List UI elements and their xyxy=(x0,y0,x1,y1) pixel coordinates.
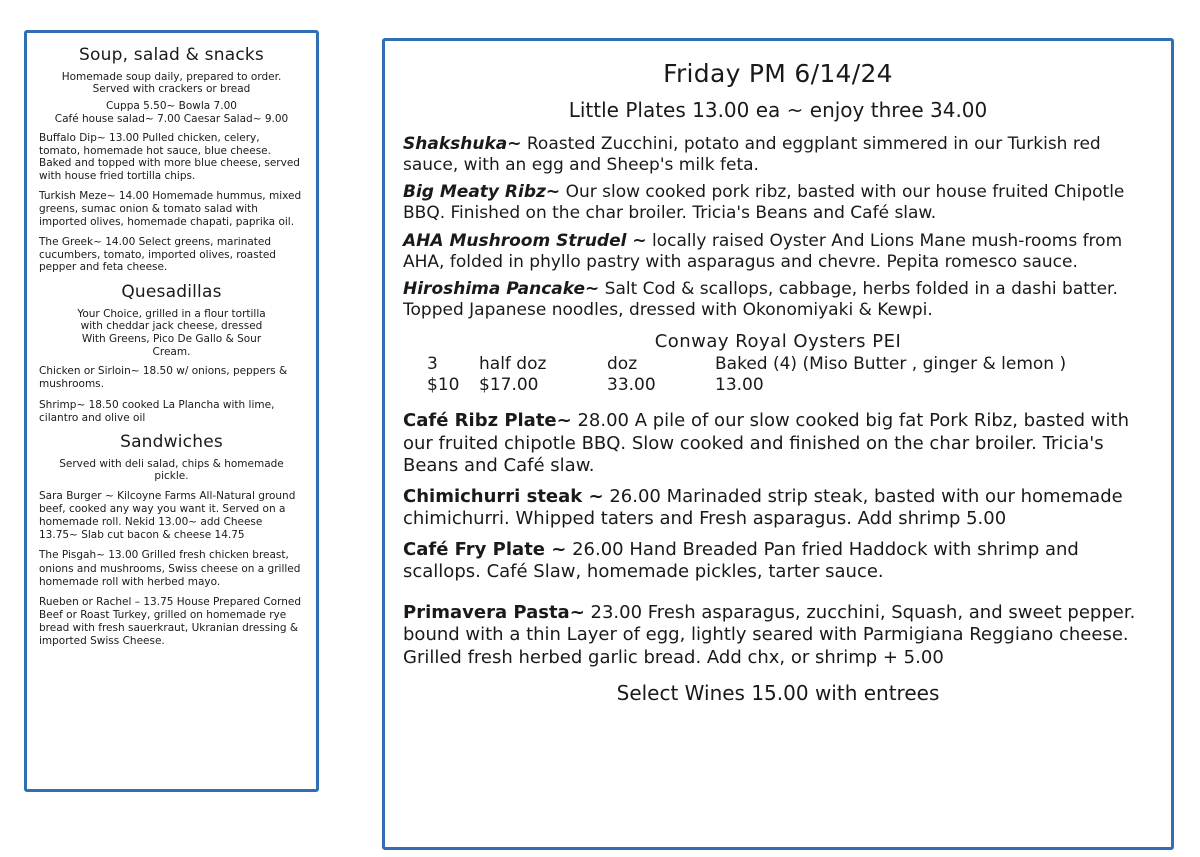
little-plates-heading: Little Plates 13.00 ea ~ enjoy three 34.00 xyxy=(568,98,988,122)
menu-item: Buffalo Dip~ 13.00 Pulled chicken, celery, tomato, homemade hot sauce, blue cheese. Baked and topped with more blue cheese, served with house fried tortilla chips. xyxy=(39,131,300,182)
menu-item: Chicken or Sirloin~ 18.50 w/ onions, peppers & mushrooms. xyxy=(39,365,288,391)
dish-description: Roasted Zucchini, potato and eggplant simmered in our Turkish red sauce, with an egg and Sheep's milk feta. xyxy=(403,134,1101,175)
dish-name: Hiroshima Pancake~ xyxy=(403,279,600,300)
section-quesadillas xyxy=(39,282,304,425)
entree-description: 28.00 A pile of our slow cooked big fat Pork Ribz, basted with our fruited chipotle BBQ. Slow cooked and finished on the char broiler. Tricia's Beans and Café slaw. xyxy=(403,410,1129,477)
dish-name: AHA Mushroom Strudel ~ xyxy=(403,230,647,251)
price-line: Café house salad~ 7.00 Caesar Salad~ 9.00 xyxy=(54,113,289,126)
menu-item: The Pisgah~ 13.00 Grilled fresh chicken breast, onions and mushrooms, Swiss cheese on a grilled homemade roll with herbed mayo. xyxy=(39,549,301,588)
oyster-header-cell: Baked (4) (Miso Butter , ginger & lemon ) xyxy=(715,353,1067,374)
oyster-header-cell: doz xyxy=(607,353,638,374)
dish-description: Salt Cod & scallops, cabbage, herbs folded in a dashi batter. Topped Japanese noodles, dressed with Okonomiyaki & Kewpi. xyxy=(403,279,1118,321)
right-menu-panel xyxy=(382,38,1174,850)
little-plate-item xyxy=(403,182,1153,223)
section-intro-line: Served with crackers or bread xyxy=(92,83,251,96)
section-intro-line: with cheddar jack cheese, dressed xyxy=(80,320,263,333)
entree-item xyxy=(403,539,1153,584)
entree-description: 26.00 Hand Breaded Pan fried Haddock with shrimp and scallops. Café Slaw, homemade pickles, tarter sauce. xyxy=(403,538,1079,583)
price-line: Cuppa 5.50~ Bowla 7.00 xyxy=(106,99,237,112)
entrees-list xyxy=(403,410,1153,669)
section-intro-line: pickle. xyxy=(154,470,189,483)
section-intro xyxy=(39,71,304,96)
dish-name: Shakshuka~ xyxy=(403,134,522,154)
oyster-price-cell: 33.00 xyxy=(607,375,656,396)
entree-name: Café Fry Plate ~ xyxy=(403,538,567,560)
section-intro-line: With Greens, Pico De Gallo & Sour xyxy=(81,333,262,346)
little-plate-item xyxy=(403,279,1153,320)
wines-footer: Select Wines 15.00 with entrees xyxy=(616,681,940,706)
oyster-header-cell: half doz xyxy=(479,353,547,374)
section-intro-line: Served with deli salad, chips & homemade xyxy=(59,457,284,470)
entree-item xyxy=(403,602,1153,670)
entree-description: 23.00 Fresh asparagus, zucchini, Squash, and sweet pepper. bound with a thin Layer of egg, lightly seared with Parmigiana Reggiano cheese. Grilled fresh herbed garlic bread. Add chx, or shrimp + 5.00 xyxy=(403,601,1136,668)
oyster-price-row xyxy=(403,375,1153,396)
section-heading: Sandwiches xyxy=(120,431,223,452)
oyster-section-title: Conway Royal Oysters PEI xyxy=(654,330,902,352)
oyster-price-cell: 13.00 xyxy=(715,375,764,396)
section-heading: Quesadillas xyxy=(121,281,222,302)
section-intro xyxy=(39,308,304,358)
entree-item xyxy=(403,410,1153,478)
section-intro-line: Homemade soup daily, prepared to order. xyxy=(61,71,282,83)
section-intro-line: Your Choice, grilled in a flour tortilla xyxy=(77,307,266,320)
oyster-header-cell: 3 xyxy=(427,353,438,374)
oyster-header-row xyxy=(403,354,1153,375)
oyster-price-cell: $17.00 xyxy=(479,375,539,396)
section-soup-salad-snacks xyxy=(39,45,304,274)
entree-name: Café Ribz Plate~ xyxy=(403,410,572,432)
entree-name: Chimichurri steak ~ xyxy=(403,485,604,507)
entree-description: 26.00 Marinaded strip steak, basted with our homemade chimichurri. Whipped taters and Fresh asparagus. Add shrimp 5.00 xyxy=(403,485,1123,530)
menu-item: Turkish Meze~ 14.00 Homemade hummus, mixed greens, sumac onion & tomato salad with imported olives, homemade chapati, paprika oil. xyxy=(39,190,302,228)
oyster-price-cell: $10 xyxy=(427,375,460,396)
page-title: Friday PM 6/14/24 xyxy=(663,59,893,88)
menu-item: Sara Burger ~ Kilcoyne Farms All-Natural ground beef, cooked any way you want it. Served on a homemade roll. Nekid 13.00~ add Cheese 13.75~ Slab cut bacon & cheese 14.75 xyxy=(39,489,296,542)
entree-item xyxy=(403,486,1153,531)
section-heading: Soup, salad & snacks xyxy=(79,45,264,65)
section-intro-line: Cream. xyxy=(152,345,191,358)
section-intro xyxy=(39,458,304,483)
dish-name: Big Meaty Ribz~ xyxy=(403,182,561,203)
little-plates-list xyxy=(403,134,1153,321)
left-menu-panel xyxy=(24,30,319,792)
menu-item: Shrimp~ 18.50 cooked La Plancha with lime, cilantro and olive oil xyxy=(39,398,275,424)
dish-description: locally raised Oyster And Lions Mane mush-rooms from AHA, folded in phyllo pastry with asparagus and chevre. Pepita romesco sauce. xyxy=(403,230,1123,272)
menu-item: The Greek~ 14.00 Select greens, marinated cucumbers, tomato, imported olives, roasted pepper and feta cheese. xyxy=(39,236,276,274)
little-plate-item xyxy=(403,134,1153,175)
section-sandwiches xyxy=(39,432,304,649)
entree-name: Primavera Pasta~ xyxy=(403,601,585,623)
menu-item: Rueben or Rachel – 13.75 House Prepared Corned Beef or Roast Turkey, grilled on homemade rye bread with fresh sauerkraut, Ukranian dressing & imported Swiss Cheese. xyxy=(39,595,302,648)
little-plate-item xyxy=(403,231,1153,272)
dish-description: Our slow cooked pork ribz, basted with our house fruited Chipotle BBQ. Finished on the char broiler. Tricia's Beans and Café slaw. xyxy=(403,182,1125,224)
